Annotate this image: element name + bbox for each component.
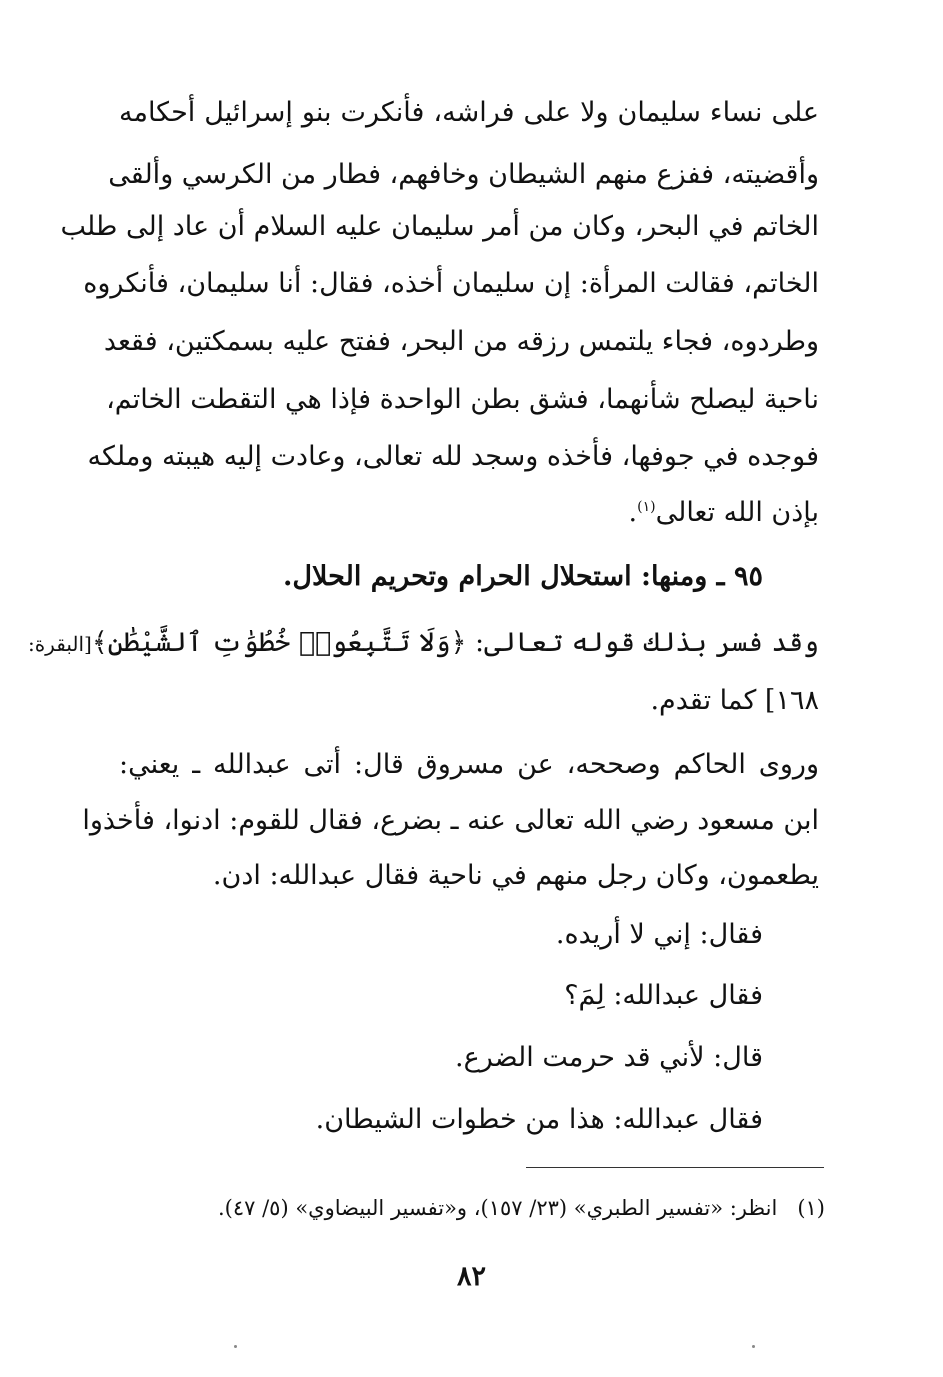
dialogue-line-1: فقال: إني لا أريده. [555, 919, 763, 950]
quran-line [27, 612, 819, 674]
scan-speck [752, 1345, 755, 1348]
footnote-divider [526, 1167, 824, 1168]
dialogue-line-4: فقال عبدالله: هذا من خطوات الشيطان. [315, 1104, 763, 1135]
quran-reference: [البقرة: [27, 632, 92, 656]
paragraph1-period: . [628, 497, 638, 528]
paragraph1-line-8 [119, 482, 819, 544]
quran-intro: وقد فسر بذلك قوله تعالى: [474, 627, 819, 658]
footnote-marker[interactable]: (١) [637, 499, 656, 515]
footnote-text: انظر: «تفسير الطبري» (٢٣/ ١٥٧)، و«تفسير البيضاوي» (٥/ ٤٧). [217, 1196, 778, 1220]
paragraph2-line-3: يطعمون، وكان رجل منهم في ناحية فقال عبدالله: ادن. [212, 860, 819, 891]
scan-speck [234, 1345, 237, 1348]
paragraph1-line-1: على نساء سليمان ولا على فراشه، فأنكرت بنو إسرائيل أحكامه [119, 97, 819, 128]
paragraph1-line-2: وأقضيته، ففزع منهم الشيطان وخافهم، فطار من الكرسي وألقى [108, 159, 819, 190]
paragraph2-line-1: وروى الحاكم وصححه، عن مسروق قال: أتى عبدالله ـ يعني: [119, 749, 819, 780]
quran-verse: ﴿وَلَا تَتَّبِعُوا۟ خُطُوَٰتِ ٱلشَّيْطَٰنِ﴾ [91, 627, 467, 658]
quran-reference-line: ١٦٨] كما تقدم. [650, 685, 819, 716]
page-number: ٨٢ [456, 1261, 486, 1292]
paragraph1-last-text: بإذن الله تعالى [655, 497, 819, 528]
paragraph1-line-6: ناحية ليصلح شأنهما، فشق بطن الواحدة فإذا هي التقطت الخاتم، [106, 384, 819, 415]
paragraph1-line-7: فوجده في جوفها، فأخذه وسجد لله تعالى، وعادت إليه هيبته وملكه [87, 441, 819, 472]
paragraph1-line-3: الخاتم في البحر، وكان من أمر سليمان عليه السلام أن عاد إلى طلب [60, 211, 819, 242]
paragraph1-line-4: الخاتم، فقالت المرأة: إن سليمان أخذه، فقال: أنا سليمان، فأنكروه [83, 268, 819, 299]
footnote [115, 1188, 825, 1228]
dialogue-line-3: قال: لأني قد حرمت الضرع. [455, 1042, 763, 1073]
section-heading: ٩٥ ـ ومنها: استحلال الحرام وتحريم الحلال. [283, 561, 763, 592]
paragraph2-line-2: ابن مسعود رضي الله تعالى عنه ـ بضرع، فقال للقوم: ادنوا، فأخذوا [82, 805, 819, 836]
dialogue-line-2: فقال عبدالله: لِمَ؟ [564, 980, 763, 1011]
paragraph1-line-5: وطردوه، فجاء يلتمس رزقه من البحر، ففتح عليه بسمكتين، فقعد [103, 326, 819, 357]
footnote-number: (١) [797, 1196, 825, 1220]
